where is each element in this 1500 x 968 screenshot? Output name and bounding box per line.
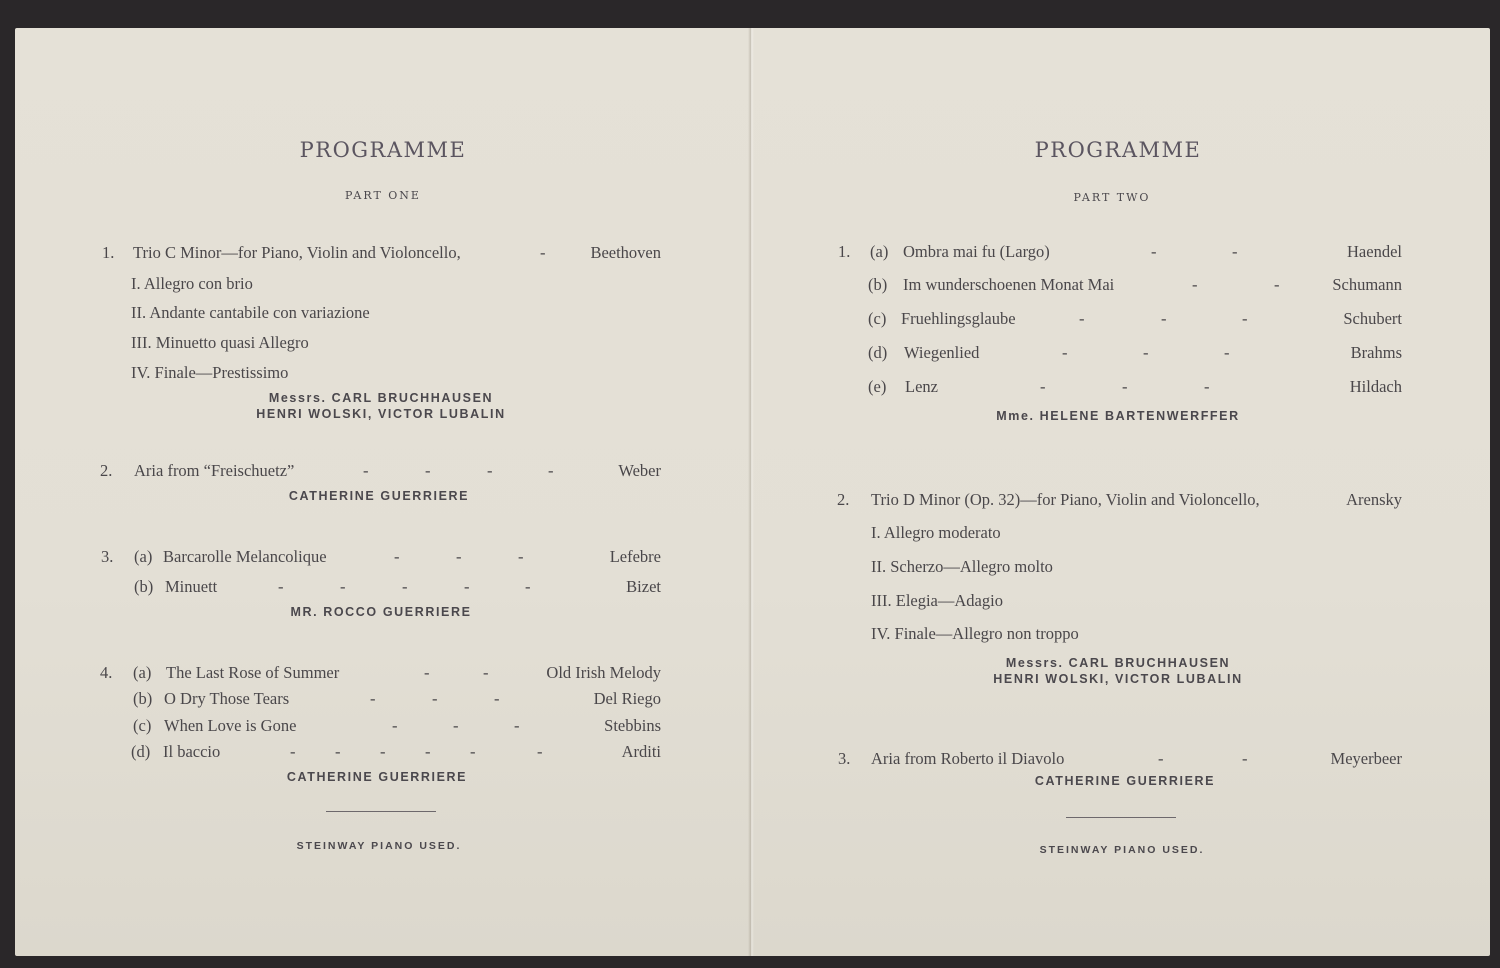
leader-dash: - xyxy=(456,547,462,566)
movement: I. Allegro con brio xyxy=(131,274,253,293)
leader-dash: - xyxy=(290,742,296,761)
movement: II. Scherzo—Allegro molto xyxy=(871,557,1053,576)
composer: Hildach xyxy=(1349,377,1402,396)
composer: Weber xyxy=(618,461,661,480)
part-label: (b) xyxy=(868,275,888,294)
item-title: Aria from Roberto il Diavolo xyxy=(871,749,1065,768)
leader-dash: - xyxy=(1062,343,1068,362)
composer: Schubert xyxy=(1343,309,1402,328)
item-number: 3. xyxy=(101,547,114,566)
leader-dash: - xyxy=(370,689,376,708)
composer: Meyerbeer xyxy=(1330,749,1402,768)
performer: HENRI WOLSKI, VICTOR LUBALIN xyxy=(256,407,506,421)
leader-dash: - xyxy=(1204,377,1210,396)
item-title: Barcarolle Melancolique xyxy=(163,547,327,566)
leader-dash: - xyxy=(1192,275,1198,294)
part-label: (b) xyxy=(134,577,154,596)
movement: III. Minuetto quasi Allegro xyxy=(131,333,309,352)
part-label: (e) xyxy=(868,377,887,396)
page-title: PROGRAMME xyxy=(299,138,467,162)
leader-dash: - xyxy=(1274,275,1280,294)
leader-dash: - xyxy=(425,461,431,480)
leader-dash: - xyxy=(1122,377,1128,396)
movement: II. Andante cantabile con variazione xyxy=(131,303,370,322)
leader-dash: - xyxy=(464,577,470,596)
leader-dash: - xyxy=(1158,749,1164,768)
performer: Mme. HELENE BARTENWERFFER xyxy=(996,409,1240,423)
leader-dash: - xyxy=(424,663,430,682)
leader-dash: - xyxy=(1224,343,1230,362)
part-label: (a) xyxy=(134,547,153,566)
leader-dash: - xyxy=(432,689,438,708)
item-title: Minuett xyxy=(165,577,218,596)
leader-dash: - xyxy=(487,461,493,480)
divider xyxy=(1066,817,1176,818)
composer: Schumann xyxy=(1332,275,1402,294)
leader-dash: - xyxy=(1151,242,1157,261)
movement: IV. Finale—Allegro non troppo xyxy=(871,624,1079,643)
item-title: When Love is Gone xyxy=(164,716,297,735)
part-label: (d) xyxy=(131,742,151,761)
leader-dash: - xyxy=(548,461,554,480)
composer: Arditi xyxy=(621,742,661,761)
item-title: Wiegenlied xyxy=(904,343,980,362)
item-title: Lenz xyxy=(905,377,938,396)
composer: Stebbins xyxy=(604,716,661,735)
composer: Arensky xyxy=(1346,490,1402,509)
leader-dash: - xyxy=(392,716,398,735)
composer: Old Irish Melody xyxy=(546,663,661,682)
part-label: (c) xyxy=(133,716,152,735)
part-label: (d) xyxy=(868,343,888,362)
item-title: Ombra mai fu (Largo) xyxy=(903,242,1050,261)
leader-dash: - xyxy=(483,663,489,682)
movement: I. Allegro moderato xyxy=(871,523,1001,542)
leader-dash: - xyxy=(340,577,346,596)
leader-dash: - xyxy=(1161,309,1167,328)
leader-dash: - xyxy=(278,577,284,596)
composer: Haendel xyxy=(1347,242,1402,261)
leader-dash: - xyxy=(525,577,531,596)
page-title: PROGRAMME xyxy=(1034,138,1202,162)
item-title: Il baccio xyxy=(163,742,221,761)
leader-dash: - xyxy=(537,742,543,761)
performer: MR. ROCCO GUERRIERE xyxy=(290,605,472,619)
leader-dash: - xyxy=(335,742,341,761)
performer: Messrs. CARL BRUCHHAUSEN xyxy=(268,391,494,405)
leader-dash: - xyxy=(1143,343,1149,362)
part-label: (c) xyxy=(868,309,887,328)
performer: CATHERINE GUERRIERE xyxy=(288,489,470,503)
leader-dash: - xyxy=(402,577,408,596)
leader-dash: - xyxy=(494,689,500,708)
item-title: O Dry Those Tears xyxy=(164,689,290,708)
composer: Lefebre xyxy=(609,547,661,566)
item-title: The Last Rose of Summer xyxy=(166,663,340,682)
performer: HENRI WOLSKI, VICTOR LUBALIN xyxy=(993,672,1243,686)
performer: CATHERINE GUERRIERE xyxy=(286,770,468,784)
composer: Del Riego xyxy=(593,689,661,708)
part-label: (a) xyxy=(870,242,889,261)
leader-dash: - xyxy=(1242,309,1248,328)
leader-dash: - xyxy=(425,742,431,761)
item-number: 3. xyxy=(838,749,851,768)
item-number: 2. xyxy=(837,490,850,509)
composer: Brahms xyxy=(1350,343,1402,362)
leader-dash: - xyxy=(1232,242,1238,261)
movement: III. Elegia—Adagio xyxy=(871,591,1003,610)
composer: Beethoven xyxy=(590,243,661,262)
item-title: Fruehlingsglaube xyxy=(901,309,1016,328)
page-subtitle: PART TWO xyxy=(1073,191,1151,204)
item-title: Aria from “Freischuetz” xyxy=(134,461,295,480)
leader-dash: - xyxy=(1242,749,1248,768)
item-number: 1. xyxy=(838,242,851,261)
movement: IV. Finale—Prestissimo xyxy=(131,363,289,382)
item-number: 2. xyxy=(100,461,113,480)
leader-dash: - xyxy=(394,547,400,566)
part-label: (a) xyxy=(133,663,152,682)
leader-dash: - xyxy=(1040,377,1046,396)
item-title: Trio C Minor—for Piano, Violin and Violoncello, xyxy=(133,243,461,262)
leader-dash: - xyxy=(453,716,459,735)
leader-dash: - xyxy=(518,547,524,566)
leader-dash: - xyxy=(380,742,386,761)
item-title: Im wunderschoenen Monat Mai xyxy=(903,275,1115,294)
leader-dash: - xyxy=(540,243,546,262)
right-page xyxy=(750,0,1500,968)
performer: Messrs. CARL BRUCHHAUSEN xyxy=(1005,656,1231,670)
composer: Bizet xyxy=(626,577,661,596)
divider xyxy=(326,811,436,812)
leader-dash: - xyxy=(363,461,369,480)
part-label: (b) xyxy=(133,689,153,708)
page-subtitle: PART ONE xyxy=(345,189,421,202)
leader-dash: - xyxy=(470,742,476,761)
item-title: Trio D Minor (Op. 32)—for Piano, Violin and Violoncello, xyxy=(871,490,1260,509)
footer-note: STEINWAY PIANO USED. xyxy=(1039,844,1205,856)
leader-dash: - xyxy=(1079,309,1085,328)
item-number: 1. xyxy=(102,243,115,262)
item-number: 4. xyxy=(100,663,113,682)
leader-dash: - xyxy=(514,716,520,735)
performer: CATHERINE GUERRIERE xyxy=(1034,774,1216,788)
footer-note: STEINWAY PIANO USED. xyxy=(296,840,462,852)
